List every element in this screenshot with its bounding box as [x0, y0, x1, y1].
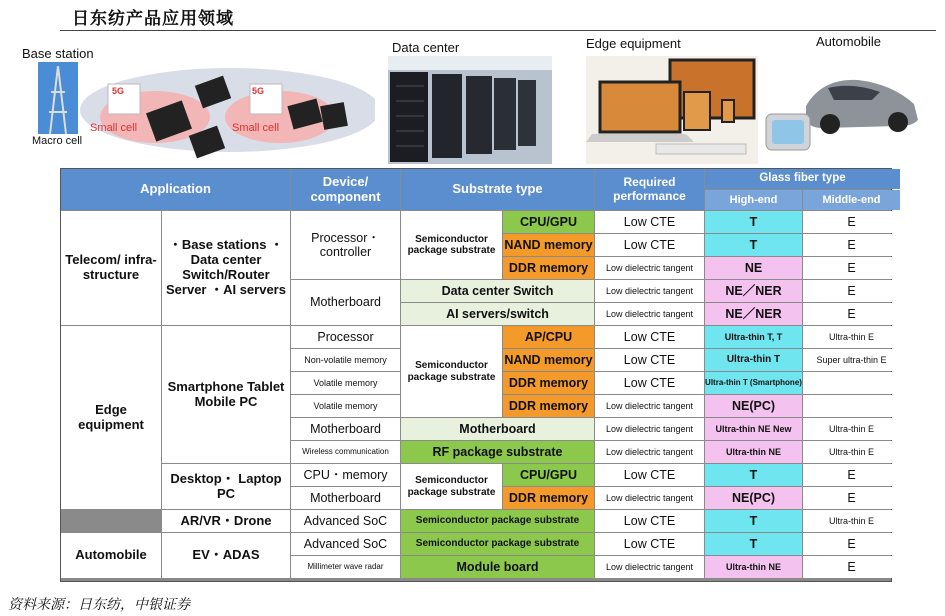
device-wireless: Wireless communication [291, 441, 400, 463]
5g-badge-1: 5G [112, 86, 125, 96]
substrate-semi-2: Semiconductor package substrate [401, 326, 502, 417]
device-advanced-soc-1: Advanced SoC [291, 510, 400, 532]
high-end-cell: T [705, 510, 802, 532]
perf-cell: Low CTE [595, 349, 704, 371]
perf-cell: Low dielectric tangent [595, 441, 704, 463]
perf-cell: Low CTE [595, 533, 704, 555]
high-end-cell: Ultra-thin T (Smartphone) [705, 372, 802, 394]
group-arvr: AR/VR・Drone [162, 510, 290, 532]
data-center-label: Data center [392, 40, 460, 55]
group-automobile: Automobile [61, 533, 161, 578]
device-volatile-memory-1: Volatile memory [291, 372, 400, 394]
substrate-ddr-4: DDR memory [503, 487, 594, 509]
high-end-cell: T [705, 533, 802, 555]
substrate-semi-1: Semiconductor package substrate [401, 211, 502, 279]
middle-end-cell: E [803, 533, 900, 555]
substrate-nand-2: NAND memory [503, 349, 594, 371]
high-end-cell: Ultra-thin T [705, 349, 802, 371]
high-end-cell: Ultra-thin NE [705, 556, 802, 578]
device-processor-controller: Processor・ controller [291, 211, 400, 279]
substrate-semi-3: Semiconductor package substrate [401, 464, 502, 509]
middle-end-cell: E [803, 234, 900, 256]
substrate-module-board: Module board [401, 556, 594, 578]
substrate-ddr-2: DDR memory [503, 372, 594, 394]
data-center-image [388, 56, 552, 164]
perf-cell: Low CTE [595, 234, 704, 256]
source-note: 资料来源：日东纺，中银证券 [8, 597, 190, 613]
middle-end-cell [803, 395, 900, 417]
high-end-cell: Ultra-thin NE New [705, 418, 802, 440]
automobile-image [762, 52, 922, 164]
header-substrate: Substrate type [401, 169, 594, 210]
substrate-ddr-3: DDR memory [503, 395, 594, 417]
high-end-cell: Ultra-thin T, T [705, 326, 802, 348]
substrate-cpu-gpu: CPU/GPU [503, 211, 594, 233]
device-mmwave-radar: Millimeter wave radar [291, 556, 400, 578]
device-advanced-soc-2: Advanced SoC [291, 533, 400, 555]
edge-equipment-image [586, 56, 758, 164]
high-end-cell: NE／NER [705, 303, 802, 325]
substrate-motherboard: Motherboard [401, 418, 594, 440]
perf-cell: Low CTE [595, 326, 704, 348]
perf-cell: Low dielectric tangent [595, 303, 704, 325]
header-high-end: High-end [705, 190, 802, 210]
high-end-cell: NE(PC) [705, 487, 802, 509]
middle-end-cell: E [803, 303, 900, 325]
perf-cell: Low dielectric tangent [595, 257, 704, 279]
high-end-cell: T [705, 464, 802, 486]
high-end-cell: NE／NER [705, 280, 802, 302]
perf-cell: Low CTE [595, 510, 704, 532]
middle-end-cell: Ultra-thin E [803, 418, 900, 440]
middle-end-cell: E [803, 280, 900, 302]
middle-end-cell: Ultra-thin E [803, 441, 900, 463]
perf-cell: Low dielectric tangent [595, 556, 704, 578]
application-table [60, 168, 892, 582]
perf-cell: Low dielectric tangent [595, 487, 704, 509]
middle-end-cell: E [803, 211, 900, 233]
group-telecom-items: ・Base stations ・Data center Switch/Router Server ・AI servers [162, 211, 290, 325]
substrate-cpu: CPU/GPU [503, 464, 594, 486]
5g-badge-2: 5G [252, 86, 265, 96]
group-ev-adas: EV・ADAS [162, 533, 290, 578]
substrate-semi-pkg-2: Semiconductor package substrate [401, 533, 594, 555]
substrate-nand-1: NAND memory [503, 234, 594, 256]
high-end-cell: NE [705, 257, 802, 279]
automobile-label: Automobile [816, 34, 882, 49]
device-cpu-memory: CPU・memory [291, 464, 400, 486]
header-glass-fiber: Glass fiber type [705, 169, 900, 189]
device-processor: Processor [291, 326, 400, 348]
title-divider [60, 30, 936, 31]
header-performance: Required performance [595, 169, 704, 210]
substrate-rf: RF package substrate [401, 441, 594, 463]
middle-end-cell: Super ultra-thin E [803, 349, 900, 371]
middle-end-cell: E [803, 257, 900, 279]
high-end-cell: T [705, 234, 802, 256]
middle-end-cell: E [803, 487, 900, 509]
substrate-ai-switch: AI servers/switch [401, 303, 594, 325]
base-station-label: Base station [22, 46, 94, 61]
device-motherboard-2: Motherboard [291, 418, 400, 440]
device-volatile-memory-2: Volatile memory [291, 395, 400, 417]
base-station-image [20, 62, 375, 162]
group-telecom: Telecom/ infra-structure [61, 211, 161, 325]
small-cell-label-1: Small cell [90, 122, 138, 134]
substrate-ddr-1: DDR memory [503, 257, 594, 279]
device-motherboard-1: Motherboard [291, 280, 400, 325]
substrate-dc-switch: Data center Switch [401, 280, 594, 302]
perf-cell: Low dielectric tangent [595, 280, 704, 302]
middle-end-cell: Ultra-thin E [803, 510, 900, 532]
group-desktop: Desktop・ Laptop PC [162, 464, 290, 509]
perf-cell: Low CTE [595, 211, 704, 233]
middle-end-cell [803, 372, 900, 394]
device-motherboard-3: Motherboard [291, 487, 400, 509]
small-cell-label-2: Small cell [232, 122, 280, 134]
group-edge: Edge equipment [61, 326, 161, 509]
group-smartphone: Smartphone Tablet Mobile PC [162, 326, 290, 463]
header-middle-end: Middle-end [803, 190, 900, 210]
perf-cell: Low CTE [595, 372, 704, 394]
high-end-cell: T [705, 211, 802, 233]
middle-end-cell: Ultra-thin E [803, 326, 900, 348]
macro-cell-label: Macro cell [32, 135, 83, 147]
perf-cell: Low CTE [595, 464, 704, 486]
device-nonvolatile-memory: Non-volatile memory [291, 349, 400, 371]
edge-equipment-label: Edge equipment [586, 36, 681, 51]
middle-end-cell: E [803, 464, 900, 486]
substrate-ap-cpu: AP/CPU [503, 326, 594, 348]
header-device: Device/ component [291, 169, 400, 210]
middle-end-cell: E [803, 556, 900, 578]
high-end-cell: Ultra-thin NE [705, 441, 802, 463]
high-end-cell: NE(PC) [705, 395, 802, 417]
page-title: 日东纺产品应用领域 [72, 9, 234, 29]
header-application: Application [61, 169, 290, 210]
perf-cell: Low dielectric tangent [595, 395, 704, 417]
substrate-semi-pkg-1: Semiconductor package substrate [401, 510, 594, 532]
perf-cell: Low dielectric tangent [595, 418, 704, 440]
